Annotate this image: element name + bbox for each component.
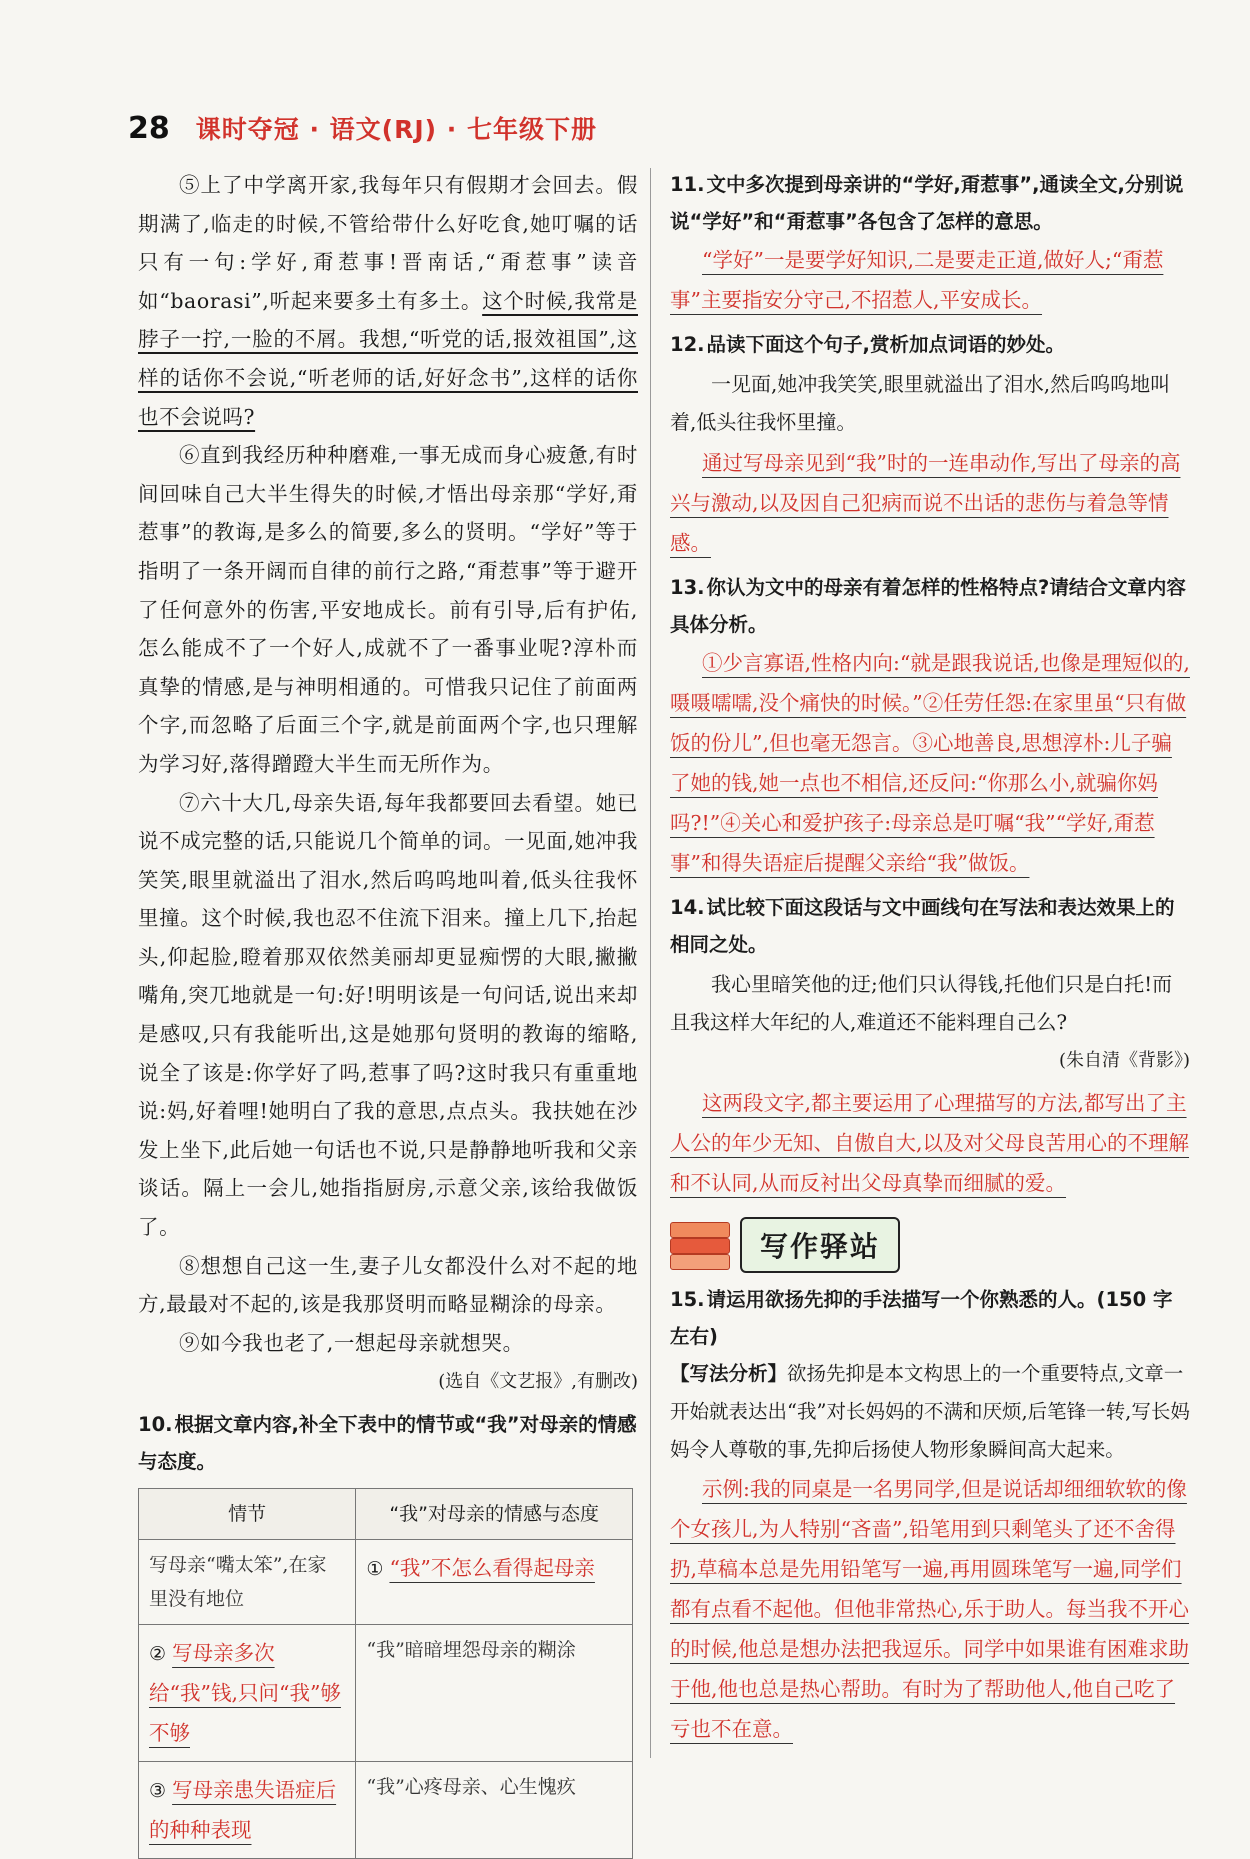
question-number: 12. (670, 333, 705, 356)
table-header-attitude: “我”对母亲的情感与态度 (356, 1489, 633, 1540)
question-text: 文中多次提到母亲讲的“学好,甭惹事”,通读全文,分别说说“学好”和“甭惹事”各包含了怎样的意思。 (670, 173, 1184, 233)
paragraph-7: ⑦六十大几,母亲失语,每年我都要回去看望。她已说不成完整的话,只能说几个简单的词。一见面,她冲我笑笑,眼里就溢出了泪水,然后呜呜地叫着,低头往我怀里撞。这个时候,我也忍不住流下泪来。撞上几下,抬起头,仰起脸,瞪着那双依然美丽却更显痴愣的大眼,撇撇嘴角,突兀地就是一句:好!明明该是一句问话,说出来却是感叹,只有我能听出,这是她那句贤明的教诲的缩略,说全了该是:你学好了吗,惹事了吗?这时我只有重重地说:妈,好着哩!她明白了我的意思,点点头。我扶她在沙发上坐下,此后她一句话也不说,只是静静地听我和父亲谈话。隔上一会儿,她指指厨房,示意父亲,该给我做饭了。 (138, 790, 638, 1240)
paragraph-6: ⑥直到我经历种种磨难,一事无成而身心疲惫,有时间回味自己大半生得失的时候,才悟出母亲那“学好,甭惹事”的教诲,是多么的简要,多么的贤明。“学好”等于指明了一条开阔而自律的前行之路,“甭惹事”等于避开了任何意外的伤害,平安地成长。前有引导,后有护佑,怎么能成不了一个好人,成就不了一番事业呢?淳朴而真挚的情感,是与神明相通的。可惜我只记住了前面两个字,而忽略了后面三个字,就是前面两个字,也只理解为学习好,落得蹭蹬大半生而无所作为。 (138, 443, 638, 776)
quoted-passage: 我心里暗笑他的迂;他们只认得钱,托他们只是白托!而且我这样大年纪的人,难道还不能料理自己么? (670, 972, 1173, 1034)
question-text: 你认为文中的母亲有着怎样的性格特点?请结合文章内容具体分析。 (670, 576, 1186, 636)
answer-11: “学好”一是要学好知识,二是要走正道,做好人;“甭惹事”主要指安分守己,不招惹人,平安成长。 (670, 248, 1164, 312)
question-text: 试比较下面这段话与文中画线句在写法和表达效果上的相同之处。 (670, 896, 1175, 956)
question-text: 请运用欲扬先抑的手法描写一个你熟悉的人。(150 字左右) (670, 1288, 1173, 1348)
paragraph-9: ⑨如今我也老了,一想起母亲就想哭。 (179, 1330, 524, 1355)
answer-12: 通过写母亲见到“我”时的一连串动作,写出了母亲的高兴与激动,以及因自己犯病而说不出话的悲伤与着急等情感。 (670, 451, 1181, 555)
analysis-label: 【写法分析】 (670, 1362, 788, 1385)
column-divider (650, 168, 651, 1758)
answer-14: 这两段文字,都主要运用了心理描写的方法,都写出了主人公的年少无知、自傲自大,以及对父母良苦用心的不理解和不认同,从而反衬出父母真挚而细腻的爱。 (670, 1091, 1190, 1195)
section-title: 写作驿站 (740, 1217, 900, 1273)
table-cell-attitude (356, 1540, 633, 1625)
answer-13: ①少言寡语,性格内向:“就是跟我说话,也像是理短似的,嗫嗫嚅嚅,没个痛快的时候。”②任劳任怨:在家里虽“只有做饭的份儿”,但也毫无怨言。③心地善良,思想淳朴:儿子骗了她的钱,她一点也不相信,还反问:“你那么小,就骗你妈吗?!”④关心和爱护孩子:母亲总是叮嘱“我”“学好,甭惹事”和得失语症后提醒父亲给“我”做饭。 (670, 651, 1190, 875)
questions-column (670, 166, 1190, 1749)
table-row (139, 1625, 633, 1762)
page-header (128, 110, 597, 146)
quote-source: (朱自清《背影》) (1058, 1050, 1190, 1071)
paragraph-5 (138, 166, 638, 436)
table-cell-attitude: “我”心疼母亲、心生愧疚 (356, 1762, 633, 1859)
question-number: 11. (670, 173, 705, 196)
analysis-text: 欲扬先抑是本文构思上的一个重要特点,文章一开始就表达出“我”对长妈妈的不满和厌烦,后笔锋一转,写长妈妈令人尊敬的事,先抑后扬使人物形象瞬间高大起来。 (670, 1362, 1190, 1461)
quoted-sentence: 一见面,她冲我笑笑,眼里就溢出了泪水,然后呜呜地叫着,低头往我怀里撞。 (670, 372, 1171, 434)
question-13 (670, 569, 1190, 643)
question-text: 根据文章内容,补全下表中的情节或“我”对母亲的情感与态度。 (138, 1413, 637, 1474)
question-14 (670, 889, 1190, 963)
writing-analysis (670, 1355, 1190, 1469)
page-number: 28 (128, 111, 170, 146)
answer-text: 写母亲多次给“我”钱,只问“我”够不够 (149, 1641, 341, 1746)
passage-source: (选自《文艺报》,有删改) (438, 1371, 638, 1393)
underlined-sentence: 这个时候,我常是脖子一拧,一脸的不屑。我想,“听党的话,报效祖国”,这样的话你不会说,“听老师的话,好好念书”,这样的话你也不会说吗? (138, 288, 638, 429)
blank-number: ② (149, 1643, 167, 1666)
section-banner (670, 1217, 1190, 1273)
blank-number: ③ (149, 1780, 167, 1803)
blank-number: ① (366, 1558, 384, 1581)
table-header-plot: 情节 (139, 1489, 356, 1540)
books-icon (670, 1218, 730, 1272)
reading-passage (138, 166, 638, 1859)
question-15 (670, 1281, 1190, 1355)
question-number: 15. (670, 1288, 705, 1311)
answer-text: 写母亲患失语症后的种种表现 (149, 1778, 337, 1843)
question-11 (670, 166, 1190, 240)
table-cell-plot (139, 1625, 356, 1762)
answer-15: 示例:我的同桌是一名男同学,但是说话却细细软软的像个女孩儿,为人特别“吝啬”,铅笔用到只剩笔头了还不舍得扔,草稿本总是先用铅笔写一遍,再用圆珠笔写一遍,同学们都有点看不起他。但他非常热心,乐于助人。每当我不开心的时候,他总是想办法把我逗乐。同学中如果谁有困难求助于他,他也总是热心帮助。有时为了帮助他人,他自己吃了亏也不在意。 (670, 1477, 1190, 1741)
table-cell-attitude: “我”暗暗埋怨母亲的糊涂 (356, 1625, 633, 1762)
question-10 (138, 1406, 638, 1480)
table-header-row (139, 1489, 633, 1540)
table-cell-plot: 写母亲“嘴太笨”,在家里没有地位 (139, 1540, 356, 1625)
question-number: 10. (138, 1413, 173, 1437)
book-title: 课时夺冠 · 语文(RJ) · 七年级下册 (195, 115, 597, 144)
question-number: 13. (670, 576, 705, 599)
paragraph-8: ⑧想想自己这一生,妻子儿女都没什么对不起的地方,最最对不起的,该是我那贤明而略显糊涂的母亲。 (138, 1253, 638, 1317)
question-12 (670, 326, 1190, 363)
question-number: 14. (670, 896, 705, 919)
table-row (139, 1762, 633, 1859)
question-text: 品读下面这个句子,赏析加点词语的妙处。 (706, 333, 1065, 356)
paragraph-5-text: ⑤上了中学离开家,我每年只有假期才会回去。假期满了,临走的时候,不管给带什么好吃食,她叮嘱的话只有一句:学好,甭惹事!晋南话,“甭惹事”读音如“baorasi”,听起来要多土有多土。 (138, 173, 638, 313)
table-cell-plot (139, 1762, 356, 1859)
answer-text: “我”不怎么看得起母亲 (389, 1556, 595, 1581)
plot-attitude-table (138, 1488, 633, 1859)
table-row (139, 1540, 633, 1625)
